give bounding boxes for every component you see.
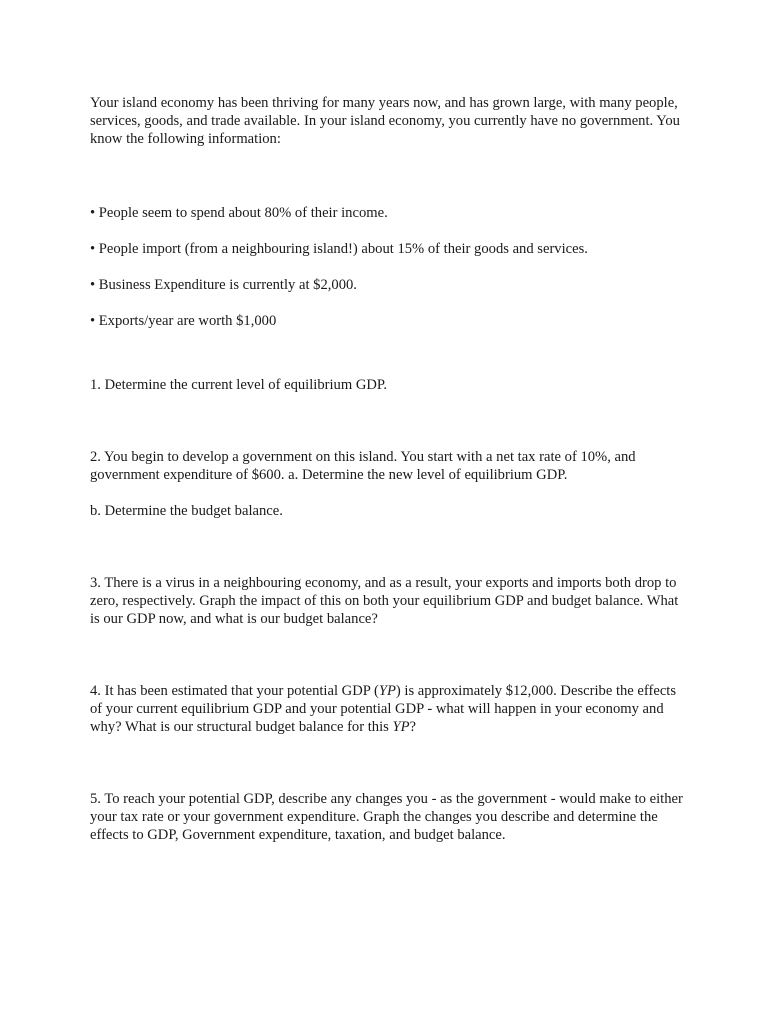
question-4-text-3: ? (409, 719, 416, 735)
intro-paragraph: Your island economy has been thriving for many years now, and has grown large, with many people, services, goods, and trade available. In your island economy, you currently have no government. You know the following information: (90, 95, 680, 147)
info-bullet-list (90, 204, 690, 330)
question-4-text-2: ) is approximately $12,000. Describe the effects of your current equilibrium GDP and your potential GDP - what will happen in your economy and why? What is our structural budget balance for this (90, 683, 677, 735)
bullet-exports: • Exports/year are worth $1,000 (90, 313, 277, 329)
question-3: 3. There is a virus in a neighbouring economy, and as a result, your exports and imports both drop to zero, respectively. Graph the impact of this on both your equilibrium GDP and budget balance. What is our GDP now, and what is our budget balance? (90, 575, 679, 627)
bullet-spending: • People seem to spend about 80% of their income. (90, 205, 388, 221)
question-2a: 2. You begin to develop a government on this island. You start with a net tax rate of 10%, and government expenditure of $600. a. Determine the new level of equilibrium GDP. (90, 449, 636, 483)
question-4-text-1: 4. It has been estimated that your potential GDP ( (90, 683, 379, 699)
question-5: 5. To reach your potential GDP, describe any changes you - as the government - would make to either your tax rate or your government expenditure. Graph the changes you describe and determine the effects to GDP, Government expenditure, taxation, and budget balance. (90, 791, 683, 843)
potential-gdp-symbol-2: YP (392, 719, 410, 735)
bullet-business-expenditure: • Business Expenditure is currently at $2,000. (90, 277, 357, 293)
question-2b: b. Determine the budget balance. (90, 503, 283, 519)
document-page (90, 94, 690, 844)
bullet-imports: • People import (from a neighbouring island!) about 15% of their goods and services. (90, 241, 588, 257)
question-1: 1. Determine the current level of equilibrium GDP. (90, 377, 388, 393)
potential-gdp-symbol: YP (378, 683, 396, 699)
question-4 (90, 682, 690, 736)
